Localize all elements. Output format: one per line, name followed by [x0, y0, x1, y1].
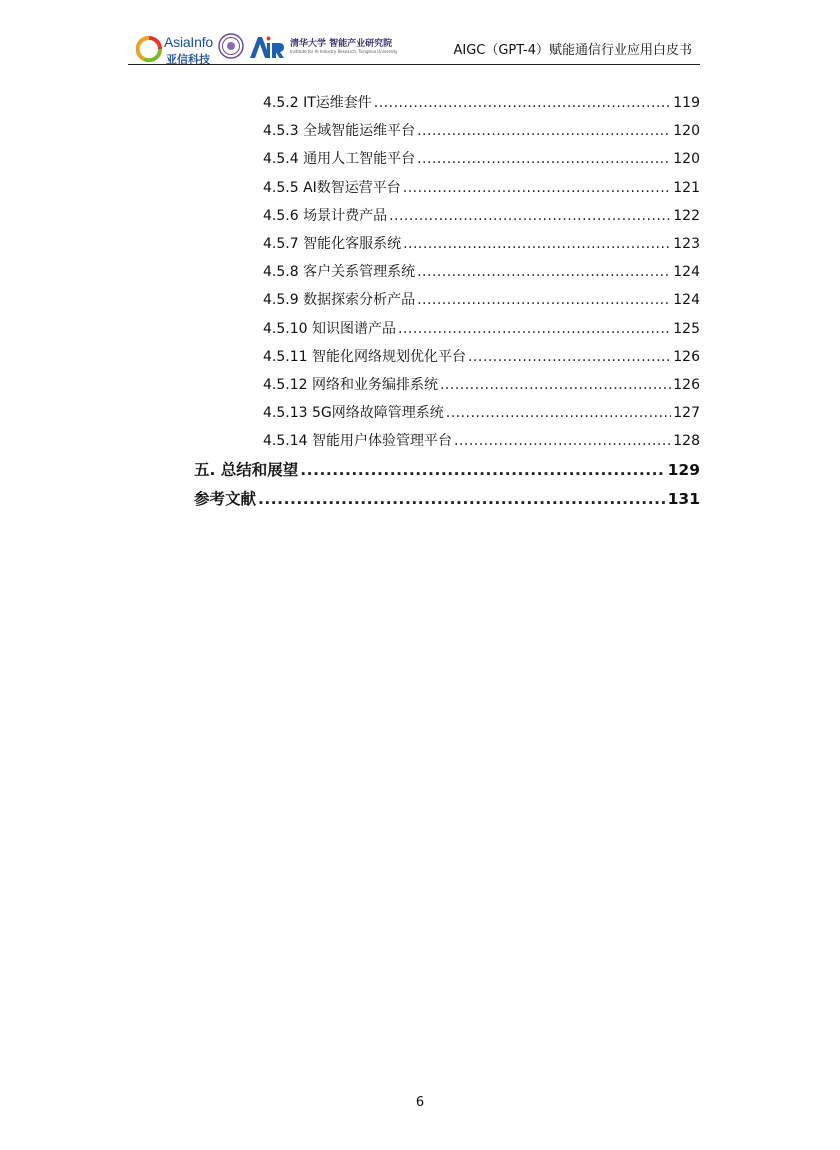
toc-entry-page: 123	[673, 236, 700, 252]
toc-entry-label: 4.5.4 通用人工智能平台	[263, 151, 416, 167]
toc-entry-page: 126	[673, 349, 700, 365]
toc-entry-label: 4.5.13 5G网络故障管理系统	[263, 405, 444, 421]
asiainfo-logo	[136, 34, 216, 64]
toc-entry-page: 128	[673, 433, 700, 449]
toc-entry-label: 4.5.9 数据探索分析产品	[263, 292, 416, 308]
dot-leader	[374, 95, 672, 111]
toc-entry-label: 4.5.2 IT运维套件	[263, 95, 372, 111]
document-title: AIGC（GPT-4）赋能通信行业应用白皮书	[453, 43, 692, 58]
toc-entry-page: 127	[673, 405, 700, 421]
toc-entry-label: 4.5.7 智能化客服系统	[263, 236, 402, 252]
dot-leader	[389, 208, 671, 224]
page-header	[128, 28, 700, 66]
toc-chapter-entry[interactable]	[194, 487, 700, 509]
dot-leader	[440, 377, 671, 393]
tsinghua-air-name: 清华大学 智能产业研究院	[290, 39, 393, 49]
tsinghua-air-subtitle: Institute for AI Industry Research, Tsinghua University	[290, 49, 398, 54]
toc-entry[interactable]	[263, 233, 700, 253]
air-logo	[248, 34, 286, 60]
dot-leader	[258, 490, 666, 508]
header-divider	[128, 64, 700, 65]
dot-leader	[403, 236, 671, 252]
toc-entry-page: 119	[673, 95, 700, 111]
page-number: 6	[415, 1095, 425, 1110]
dot-leader	[300, 461, 665, 479]
toc-entry-page: 124	[673, 264, 700, 280]
tsinghua-seal-icon	[218, 33, 244, 59]
dot-leader	[446, 405, 672, 421]
dot-leader	[417, 292, 671, 308]
toc-entry[interactable]	[263, 346, 700, 366]
toc-chapter-label: 五. 总结和展望	[194, 461, 299, 479]
toc-entry-page: 120	[673, 151, 700, 167]
toc-entry-label: 4.5.14 智能用户体验管理平台	[263, 433, 452, 449]
dot-leader	[417, 151, 671, 167]
toc-entry[interactable]	[263, 402, 700, 422]
asiainfo-ring-icon	[136, 36, 162, 62]
dot-leader	[403, 180, 671, 196]
toc-entry[interactable]	[263, 148, 700, 168]
toc-entry-label: 4.5.6 场景计费产品	[263, 208, 388, 224]
toc-entry[interactable]	[263, 177, 700, 197]
toc-chapter-entry[interactable]	[194, 458, 700, 480]
toc-entry-label: 4.5.5 AI数智运营平台	[263, 180, 401, 196]
toc-entry[interactable]	[263, 92, 700, 112]
toc-entry[interactable]	[263, 120, 700, 140]
toc-entry[interactable]	[263, 430, 700, 450]
toc-entry[interactable]	[263, 289, 700, 309]
toc-chapter-page: 129	[667, 461, 700, 479]
toc-entry-page: 124	[673, 292, 700, 308]
toc-entry[interactable]	[263, 261, 700, 281]
toc-entry[interactable]	[263, 205, 700, 225]
toc-entry-page: 122	[673, 208, 700, 224]
asiainfo-en-name: AsiaInfo	[164, 34, 213, 50]
toc-entry-label: 4.5.11 智能化网络规划优化平台	[263, 349, 466, 365]
dot-leader	[468, 349, 671, 365]
toc-entry-label: 4.5.10 知识图谱产品	[263, 321, 396, 337]
asiainfo-cn-name: 亚信科技	[166, 53, 210, 66]
toc-entry-page: 121	[673, 180, 700, 196]
toc-chapter-page: 131	[667, 490, 700, 508]
toc-entry-label: 4.5.3 全域智能运维平台	[263, 123, 416, 139]
toc-entry[interactable]	[263, 318, 700, 338]
toc-entry[interactable]	[263, 374, 700, 394]
toc-chapter-label: 参考文献	[194, 490, 257, 508]
dot-leader	[417, 123, 671, 139]
dot-leader	[454, 433, 671, 449]
toc-entry-page: 120	[673, 123, 700, 139]
dot-leader	[417, 264, 671, 280]
toc-entry-label: 4.5.12 网络和业务编排系统	[263, 377, 438, 393]
dot-leader	[398, 321, 671, 337]
toc-entry-page: 126	[673, 377, 700, 393]
toc-entry-page: 125	[673, 321, 700, 337]
toc-entry-label: 4.5.8 客户关系管理系统	[263, 264, 416, 280]
